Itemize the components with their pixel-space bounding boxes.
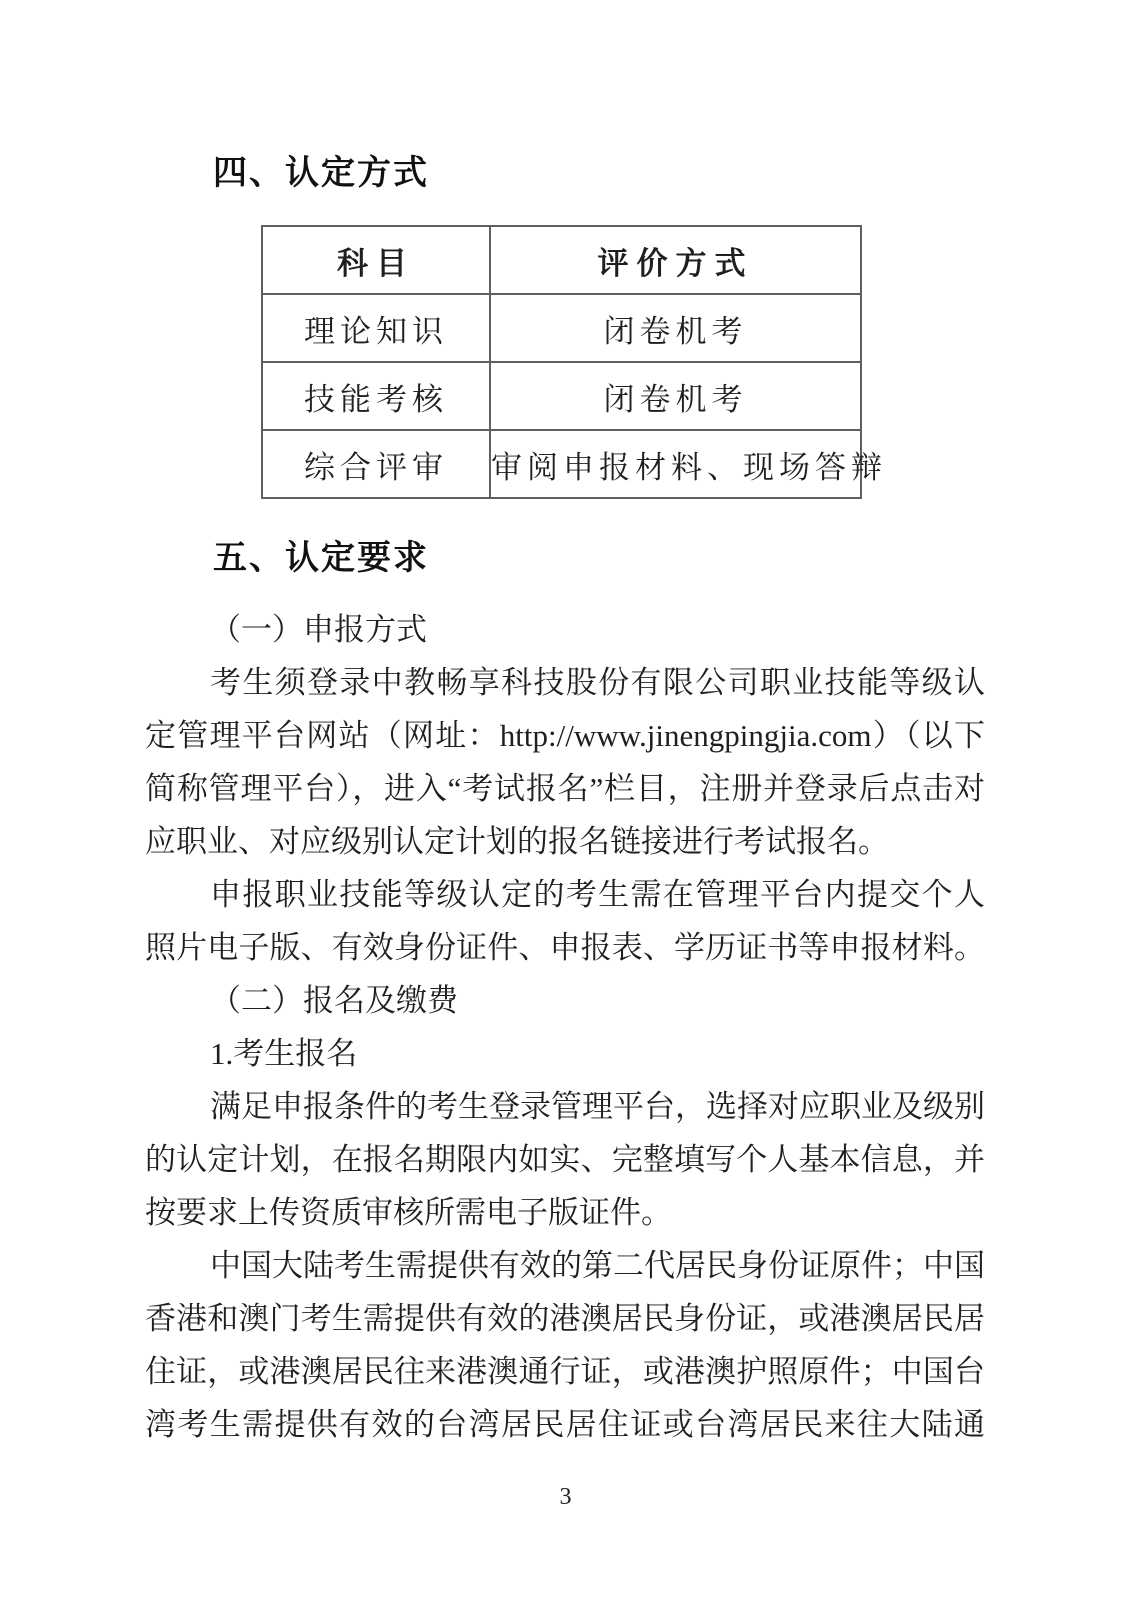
body-line: 考生须登录中教畅享科技股份有限公司职业技能等级认 [210,665,985,700]
body-line: 简称管理平台），进入“考试报名”栏目，注册并登录后点击对 [145,771,985,806]
body-line: 中国大陆考生需提供有效的第二代居民身份证原件；中国 [210,1248,985,1283]
body-line-subheading: （二）报名及缴费 [210,983,458,1018]
table-row [262,294,861,362]
body-line: 的认定计划，在报名期限内如实、完整填写个人基本信息，并 [145,1142,985,1177]
assessment-method-table [261,225,887,499]
body-line: 按要求上传资质审核所需电子版证件。 [145,1195,672,1230]
body-line: 满足申报条件的考生登录管理平台，选择对应职业及级别 [210,1089,985,1124]
body-text-block [145,603,985,1451]
body-line: 照片电子版、有效身份证件、申报表、学历证书等申报材料。 [145,930,985,965]
body-line: 湾考生需提供有效的台湾居民居住证或台湾居民来往大陆通 [145,1407,985,1442]
table-cell-subject: 理论知识 [262,294,490,362]
body-line-subheading: 1.考生报名 [210,1036,358,1071]
body-line-with-url: 定管理平台网站（网址：http://www.jinengpingjia.com）（以下 [145,718,985,753]
table-header-row [262,226,861,294]
body-line: 应职业、对应级别认定计划的报名链接进行考试报名。 [145,824,889,859]
table-row [262,430,861,498]
table-header-subject: 科目 [262,226,490,294]
body-line: 香港和澳门考生需提供有效的港澳居民身份证，或港澳居民居 [145,1301,985,1336]
body-line: 住证，或港澳居民往来港澳通行证，或港澳护照原件；中国台 [145,1354,985,1389]
section-heading-requirements: 五、认定要求 [213,539,429,577]
table-header-evaluation: 评价方式 [490,226,861,294]
table-cell-subject: 综合评审 [262,430,490,498]
table-cell-evaluation: 闭卷机考 [490,362,861,430]
table-row [262,362,861,430]
table-cell-evaluation: 闭卷机考 [490,294,861,362]
table-cell-subject: 技能考核 [262,362,490,430]
page-number: 3 [559,1484,572,1510]
section-heading-method: 四、认定方式 [213,154,429,192]
table-cell-evaluation: 审阅申报材料、现场答辩 [490,430,861,498]
body-line-subheading: （一）申报方式 [210,612,427,647]
body-line: 申报职业技能等级认定的考生需在管理平台内提交个人 [210,877,985,912]
